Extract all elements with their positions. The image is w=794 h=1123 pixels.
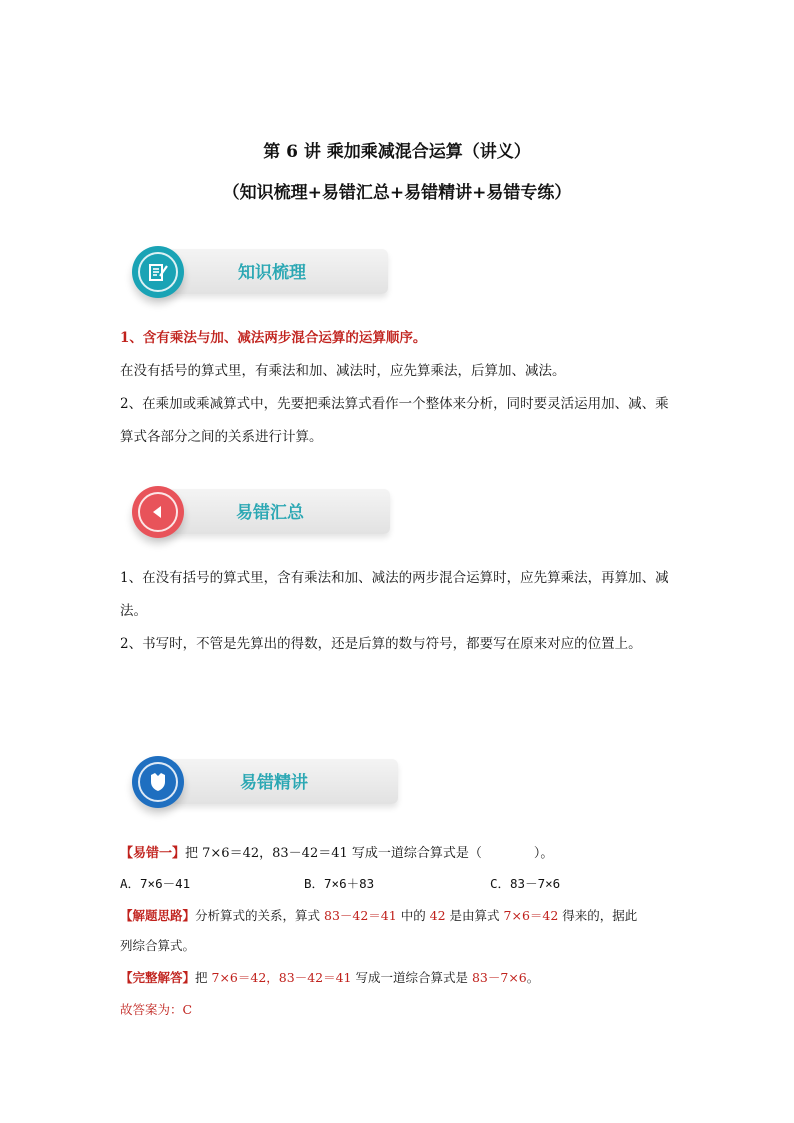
notes-icon bbox=[132, 246, 184, 298]
knowledge-point1-text: 在没有括号的算式里，有乘法和加、减法时，应先算乘法，后算加、减法。 bbox=[120, 363, 566, 379]
mistakes-content bbox=[120, 562, 680, 661]
knowledge-point1-heading: 1、含有乘法与加、减法两步混合运算的运算顺序。 bbox=[120, 330, 427, 346]
idea-text: 中的 bbox=[396, 908, 430, 923]
idea-equation: 83－42＝41 bbox=[324, 908, 397, 923]
section-label: 知识梳理 bbox=[238, 263, 306, 283]
answer-tag: 【完整解答】 bbox=[120, 970, 196, 985]
question-line bbox=[120, 842, 553, 861]
answer-text: 把 bbox=[195, 970, 212, 985]
shield-icon bbox=[132, 756, 184, 808]
idea-line-1 bbox=[120, 906, 637, 924]
idea-text: 是由算式 bbox=[445, 908, 504, 923]
idea-equation: 7×6＝42 bbox=[503, 908, 559, 923]
idea-tag: 【解题思路】 bbox=[120, 908, 196, 923]
knowledge-content bbox=[120, 322, 680, 454]
answer-equation: 7×6＝42，83－42＝41 bbox=[211, 970, 352, 985]
idea-number: 42 bbox=[429, 908, 446, 923]
idea-text: 分析算式的关系，算式 bbox=[195, 908, 324, 923]
idea-text: 得来的，据此 bbox=[558, 908, 638, 923]
mistake-item-1: 1、在没有括号的算式里，含有乘法和加、减法的两步混合运算时，应先算乘法，再算加、减法。 bbox=[120, 570, 669, 619]
option-b: B．7×6＋83 bbox=[304, 876, 375, 891]
final-answer: 故答案为：C bbox=[120, 1002, 193, 1017]
section-banner-knowledge bbox=[120, 246, 390, 312]
page-title: 第 6 讲 乘加乘减混合运算（讲义） bbox=[263, 142, 531, 162]
section-banner-mistakes bbox=[120, 486, 400, 552]
answer-line bbox=[120, 968, 539, 986]
mistake-item-2: 2、书写时，不管是先算出的得数，还是后算的数与符号，都要写在原来对应的位置上。 bbox=[120, 636, 642, 652]
idea-line-2: 列综合算式。 bbox=[120, 938, 196, 953]
option-a: A．7×6－41 bbox=[120, 876, 191, 891]
question-text: 把 7×6＝42，83－42＝41 写成一道综合算式是（ ）。 bbox=[185, 846, 554, 861]
page-subtitle: （知识梳理+易错汇总+易错精讲+易错专练） bbox=[222, 183, 572, 203]
answer-equation: 83－7×6 bbox=[471, 970, 527, 985]
section-label: 易错汇总 bbox=[236, 503, 304, 523]
section-banner-explain bbox=[120, 756, 410, 822]
section-label: 易错精讲 bbox=[240, 773, 308, 793]
answer-text: 写成一道综合算式是 bbox=[351, 970, 472, 985]
question-tag: 【易错一】 bbox=[120, 846, 186, 861]
option-c: C．83－7×6 bbox=[490, 876, 561, 891]
answer-text: 。 bbox=[526, 970, 540, 985]
play-back-icon bbox=[132, 486, 184, 538]
knowledge-point2-text: 2、在乘加或乘减算式中，先要把乘法算式看作一个整体来分析，同时要灵活运用加、减、乘算式各部分之间的关系进行计算。 bbox=[120, 396, 669, 445]
